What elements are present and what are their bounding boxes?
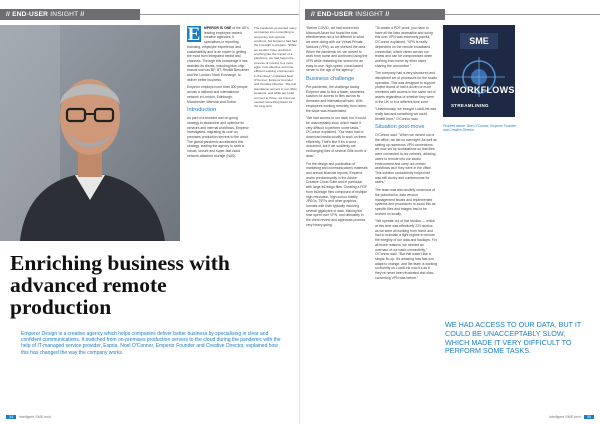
section-header-thin: INSIGHT	[50, 11, 79, 18]
header-rule	[445, 14, 600, 15]
body-paragraph: As part of a broader and on-going strategy to streamline and optimise its services and internal workflows, Emperor investigated, migrating its core on-premises production servers to the cloud. The global pandemic accelerated this strategy, leading the agency to seek a robust, secure and super-fast cloud network-attached storage (NAS).	[187, 116, 250, 158]
book-title: WORKFLOWS	[451, 85, 515, 95]
article-headline: Enriching business with advanced remote production	[10, 251, 230, 319]
book-caption: STREAMLINING	[451, 103, 489, 108]
section-header-bold: END-USER	[317, 11, 354, 18]
intro-paragraph	[187, 26, 249, 82]
body-paragraph: Pre-pandemic, the challenge facing Emperor was to find a faster, seamless solution for access to files across its domestic and international hubs. With employees working remotely from home, the issue was exacerbated.	[306, 85, 368, 113]
body-paragraph: "We operate out of five studios — which at this time was effectively 220 studios, as we were all working from home and had to maintain a tight regime to ensure the integrity of our data and backups. For all those reasons, we needed an overhaul of our basic connectivity," O'Connor said. "But that wasn't like a simple fix-up. It's amazing how fast you adapt to change, and the team is working so fluently on LucidLink now it's as if they've never been frustrated and slow-converting VPN was before."	[375, 219, 438, 280]
lead-in: MPEROR IS ONE	[204, 26, 232, 30]
intro-text: of the UK's leading employee-owned creative agencies. It specialises in reporting, branding, employee experience and sustainability and is an expert in getting the most from integrated media and channels. Through this knowledge it has assisted its clients, including blue-chip brands such as BP, BT, Reckitt Benckiser and the London Stock Exchange, to deliver better business.	[187, 26, 249, 82]
magazine-name: Intelligent SME.tech	[549, 415, 581, 419]
body-column-4	[375, 26, 437, 283]
body-paragraph: The team was also acutely conscious of the potential for data version management issues and implemented systems and procedures to avoid this as specific files and images had to be worked on locally.	[375, 188, 436, 216]
subheading-introduction: Introduction	[187, 107, 217, 114]
section-header-bold: END-USER	[12, 11, 49, 18]
section-header-thin: INSIGHT	[355, 11, 384, 18]
page-number: 35	[584, 415, 594, 419]
body-paragraph: O'Connor said: "When we moved out of the office, we did so overnight. As well as setting up numerous VPN connections, we now set up workstations so that files were connected to our network, allowing users to remote into our studio environment and carry out certain workflows as if they were in the office. This solution undoubtedly helped but was still clunky and cumbersome for users."	[375, 133, 437, 185]
page-footer-left	[6, 415, 51, 419]
page-footer-right	[549, 415, 594, 419]
body-paragraph: "We had access to our data, but it could be unacceptably slow, which made it very difficult to perform some tasks," O'Connor explained. "Our team had to download media locally to work on them efficiently. That's fine if it's a word document, but if we suddenly are exchanging files of several GBs worth of data."	[306, 116, 367, 158]
article-standfirst: Emperor Design is a creative agency which helps companies deliver better business by specialising in clear and confident communications. It switched from on-premises production servers to the cloud during the pandemic with the help of IT-managed service provider, Espria. Noel O'Connor, Emperor Founder and Creative Director, explained how this has changed the way the company works.	[21, 331, 281, 356]
body-column-3	[306, 26, 368, 230]
body-paragraph: "Unanimously, we thought LucidLink was really fast and something we could benefit from," O'Connor said.	[375, 107, 437, 121]
body-paragraph: The pandemic presented many companies into committing to temporary sub-optimal solutions, but Emperor had had the foresight to prepare. "While we couldn't have predicted anything like the impact of a pandemic, we had begun the process of moving to a more agile, cost-effective and time-efficient working environment in the cloud," explained Noel O'Connor, Emperor Founder and Creative Director. "We lost standalone servers in our office locations, and while we could connect to those, we knew we needed something faster for the long-term.	[254, 26, 297, 109]
header-rule	[140, 14, 300, 15]
pull-quote: WE HAD ACCESS TO OUR DATA, BUT IT COULD BE UNACCEPTABLY SLOW, WHICH MADE IT VERY DIFFICULT TO PERFORM SOME TASKS.	[445, 320, 582, 356]
subheading-business-challenge: Business challenge	[306, 76, 355, 83]
portrait-illustration	[0, 25, 180, 241]
section-header: // END-USER INSIGHT //	[305, 9, 445, 20]
book-cover-image	[443, 25, 515, 117]
intro-column	[187, 26, 249, 162]
section-header: // END-USER INSIGHT //	[0, 9, 140, 20]
body-paragraph: "To create a PDF proof, you have to have all the links accessible and doing this over VPN was extremely painful," O'Connor explained. "VPN is really dependent on the remote broadband connection, which varies across our teams and can be compromised when working from home by other users sharing the connection."	[375, 26, 433, 68]
body-paragraph: The company had a very structured and disciplined set of processes for the studio operation. This was designed to support project teams of half a dozen or more members with access to the same set of assets regardless of whether they were in the UK or in a different time zone.	[375, 71, 438, 104]
body-paragraph: Emperor employs more than 300 people across a national and international network in London, Edinburgh, Manchester, Warwick and Dubai.	[187, 85, 248, 104]
page-number: 34	[6, 415, 16, 419]
magazine-name: Intelligent SME.tech	[19, 415, 51, 419]
drop-cap: E	[187, 24, 201, 45]
subheading-situation: Situation post-move	[375, 124, 425, 131]
body-column-2	[254, 26, 297, 112]
right-page	[300, 0, 600, 424]
book-logo-text: SME	[469, 36, 489, 46]
photo-credit: Pictured above: Noel O'Connor, Emperor Founder and Creative Director	[443, 124, 517, 133]
body-paragraph: For the design and publication of marketing and communications materials and annual financial reports, Emperor works predominantly in the Adobe Creative Cloud Suite and in particular with large InDesign files. Creating a PDF from InDesign files composed of multiple high-resolution, high-colour-fidelity JPEGs, TIFFs and other graphics formats with links typically involving several gigabytes of data. Making the time spent over VPN, and ultimately in the client review and approvals process very heavy-going.	[306, 161, 368, 227]
portrait-photo	[0, 25, 180, 241]
body-paragraph: "Before COVID, we had looked into Microsoft Azure but found the cost-effectiveness not a lot different to what we were doing with our Virtual Private Network (VPN), so we shelved the idea. When the pandemic hit, we moved to work from home and continued using the VPN while restarting the search for an easy-to-use, high-speed, cloud-based server to the rigs of the agency."	[306, 26, 368, 73]
